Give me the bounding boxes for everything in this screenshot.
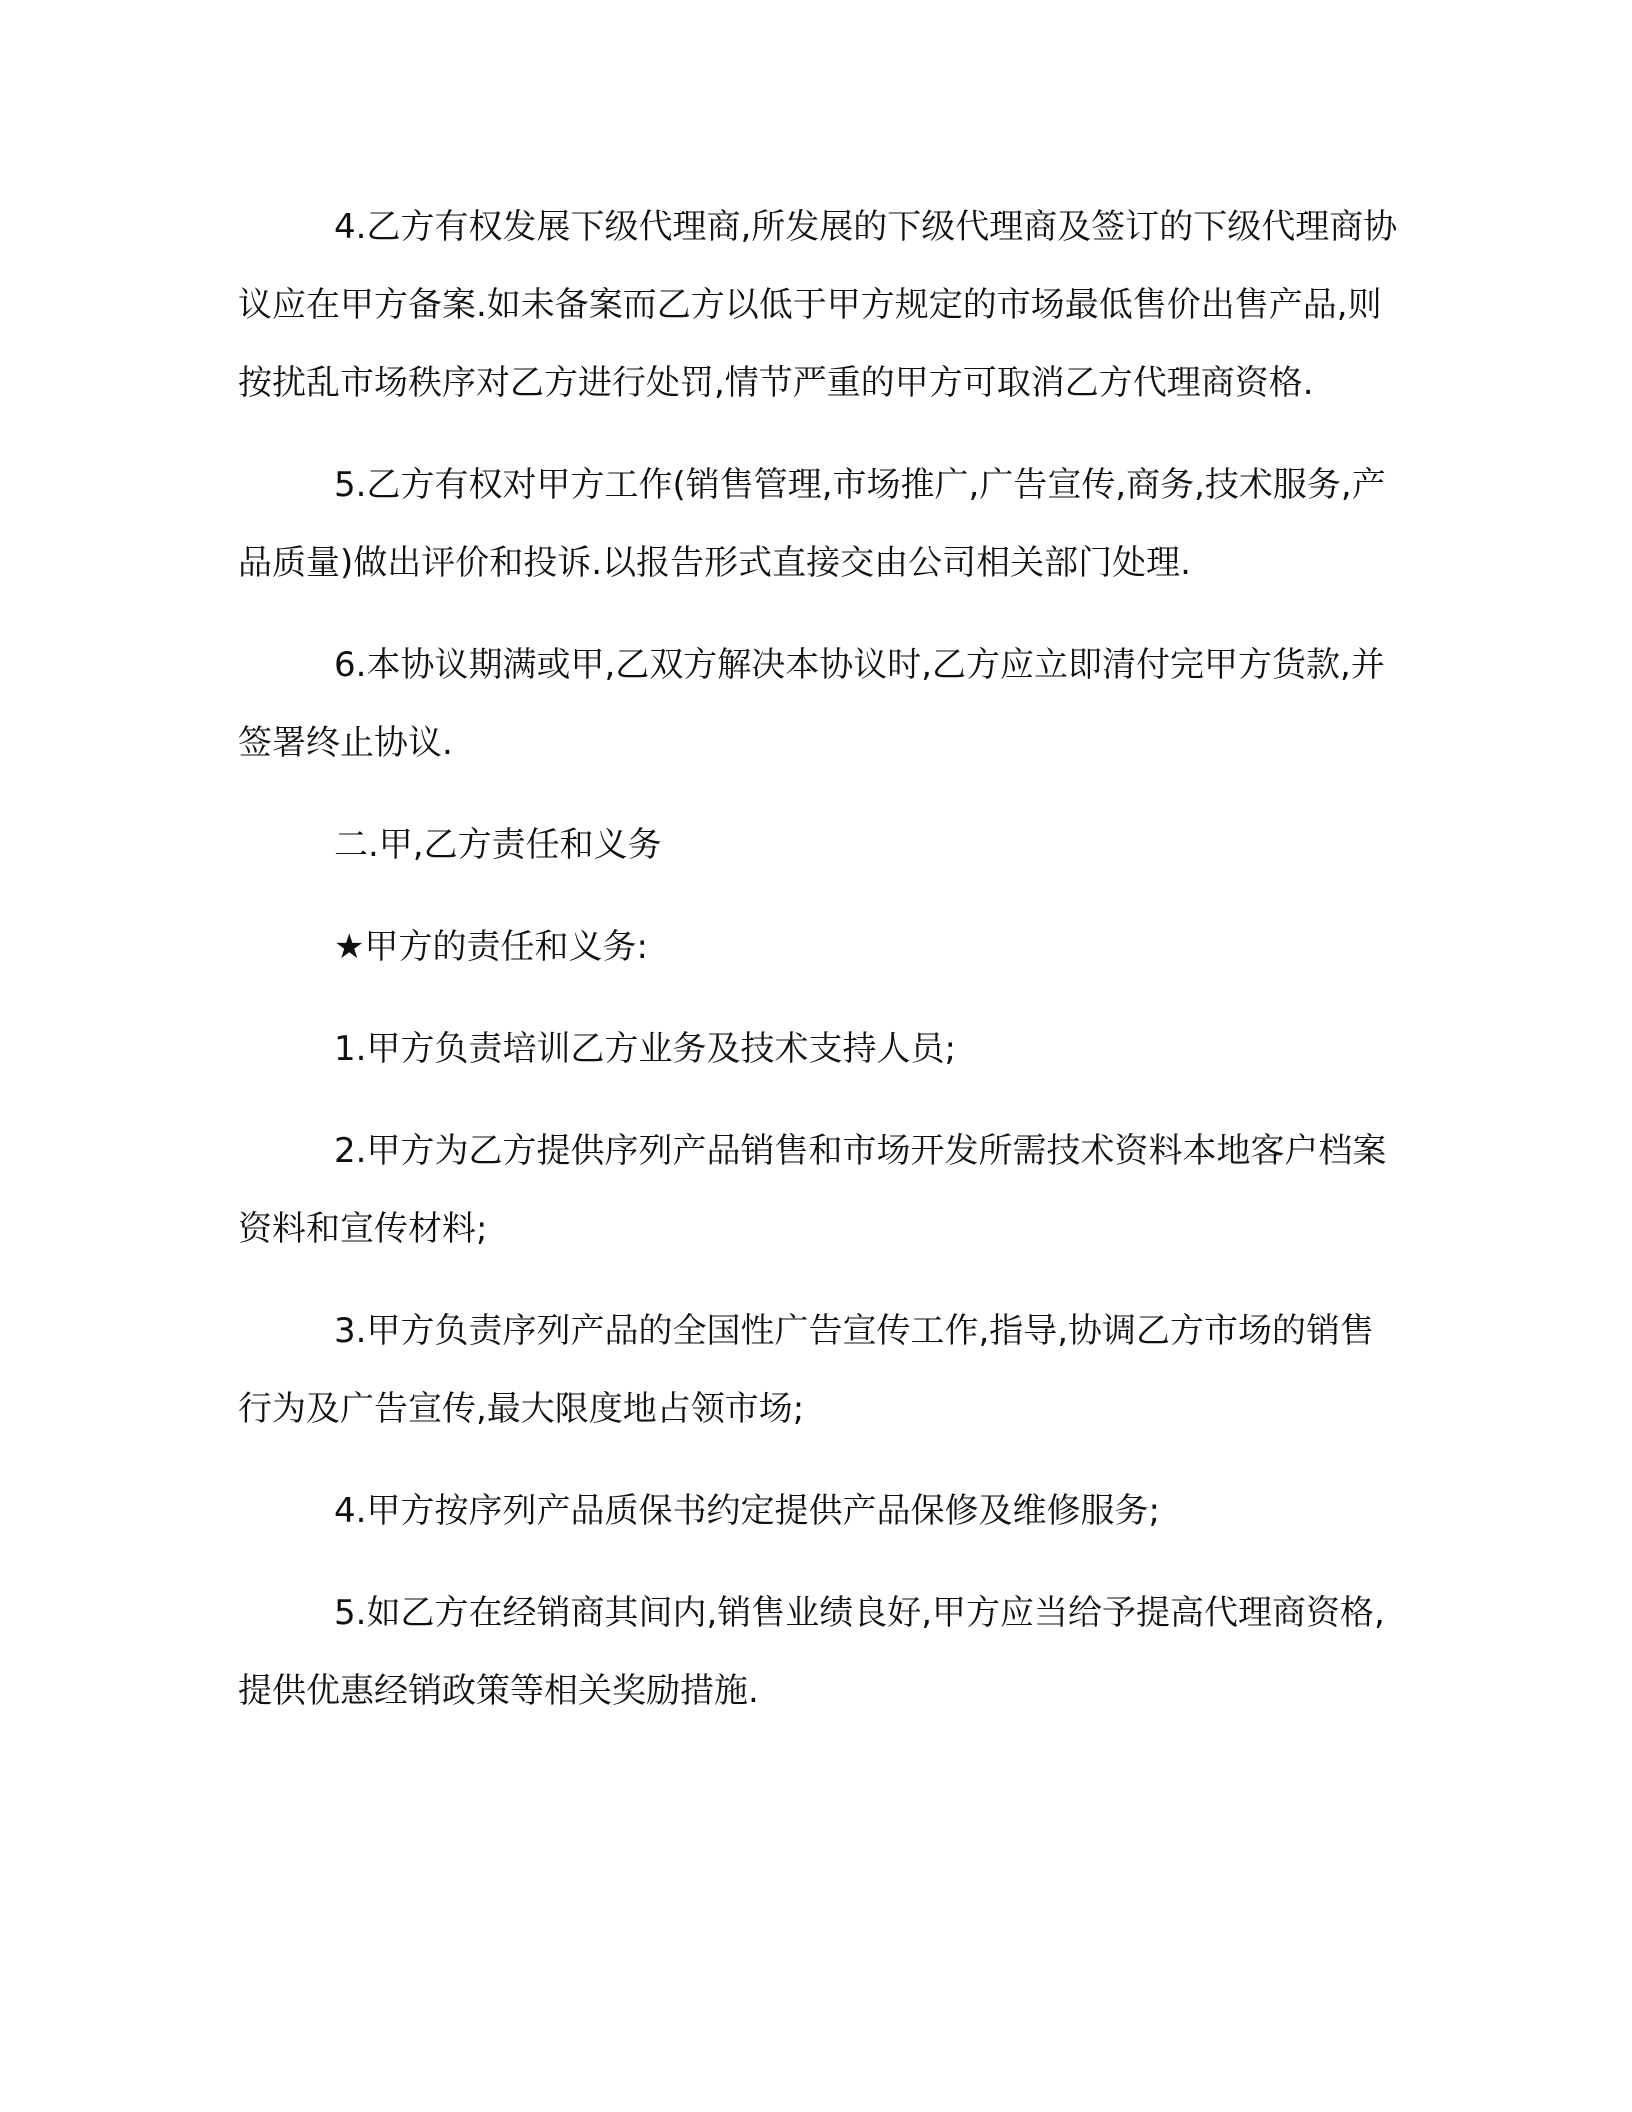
- paragraph-party-a-duty-4: 4.甲方按序列产品质保书约定提供产品保修及维修服务;: [334, 1491, 1160, 1531]
- subheading-party-a-duties: ★甲方的责任和义务:: [334, 927, 648, 967]
- section-heading-responsibilities: 二.甲,乙方责任和义务: [334, 825, 662, 865]
- paragraph-party-a-duty-2: 2.甲方为乙方提供序列产品销售和市场开发所需技术资料本地客户档案资料和宣传材料;: [238, 1131, 1387, 1249]
- paragraph-agent-rights-6: 6.本协议期满或甲,乙双方解决本协议时,乙方应立即清付完甲方货款,并签署终止协议.: [238, 645, 1385, 763]
- paragraph-agent-rights-4: 4.乙方有权发展下级代理商,所发展的下级代理商及签订的下级代理商协议应在甲方备案.如未备案而乙方以低于甲方规定的市场最低售价出售产品,则按扰乱市场秩序对乙方进行处罚,情节严重的甲方可取消乙方代理商资格.: [238, 207, 1398, 403]
- paragraph-agent-rights-5: 5.乙方有权对甲方工作(销售管理,市场推广,广告宣传,商务,技术服务,产品质量)做出评价和投诉.以报告形式直接交由公司相关部门处理.: [238, 465, 1386, 583]
- paragraph-party-a-duty-3: 3.甲方负责序列产品的全国性广告宣传工作,指导,协调乙方市场的销售行为及广告宣传,最大限度地占领市场;: [238, 1311, 1375, 1429]
- paragraph-party-a-duty-1: 1.甲方负责培训乙方业务及技术支持人员;: [334, 1029, 956, 1069]
- document-body: [238, 188, 1408, 1754]
- paragraph-party-a-duty-5: 5.如乙方在经销商其间内,销售业绩良好,甲方应当给予提高代理商资格,提供优惠经销政策等相关奖励措施.: [238, 1593, 1385, 1711]
